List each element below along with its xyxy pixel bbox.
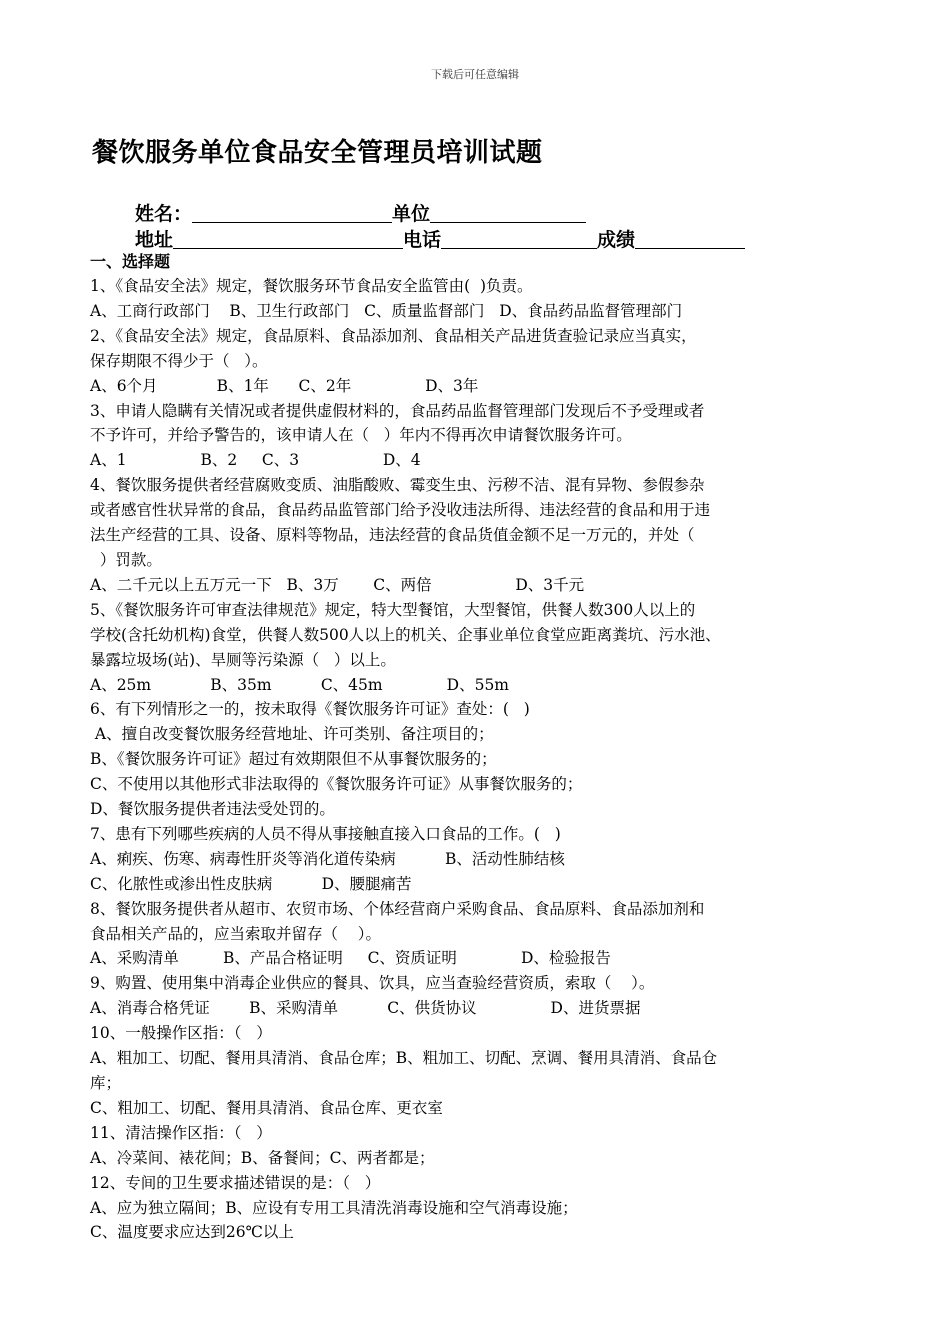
name-blank [192,203,392,223]
name-label: 姓名： [135,203,193,225]
text-line: 1、《食品安全法》规定，餐饮服务环节食品安全监管由( )负责。 [90,277,533,295]
address-blank [173,229,403,249]
phone-label: 电话 [403,229,442,251]
text-line: C、不使用以其他形式非法取得的《餐饮服务许可证》从事餐饮服务的； [90,775,583,794]
text-line: 7、患有下列哪些疾病的人员不得从事接触直接入口食品的工作。( ) [90,824,561,843]
unit-label: 单位 [392,203,431,225]
text-line: A、应为独立隔间；B、应设有专用工具清洗消毒设施和空气消毒设施； [90,1198,578,1217]
text-line: A、6个月 B、1年 C、2年 D、3年 [90,376,479,395]
text-line: C、粗加工、切配、餐用具清消、食品仓库、更衣室 [90,1098,443,1117]
info-row-name-unit [135,199,586,226]
info-row-address-phone-score [135,225,745,252]
text-line: A、工商行政部门 B、卫生行政部门 C、质量监督部门 D、食品药品监督管理部门 [90,301,683,320]
text-line: C、化脓性或渗出性皮肤病 D、腰腿痛苦 [90,874,412,893]
text-line: 库； [90,1074,122,1092]
header-note: 下载后可任意编辑 [431,68,519,81]
text-line: 8、餐饮服务提供者从超市、农贸市场、个体经营商户采购食品、食品原料、食品添加剂和 [90,899,705,918]
question-lines [90,274,880,1245]
text-line: 4、餐饮服务提供者经营腐败变质、油脂酸败、霉变生虫、污秽不洁、混有异物、参假参杂 [90,476,705,495]
text-line: 法生产经营的工具、设备、原料等物品，违法经营的食品货值金额不足一万元的，并处（ [90,526,695,545]
text-line: A、擅自改变餐饮服务经营地址、许可类别、备注项目的； [90,725,494,744]
text-line: 暴露垃圾场(站)、旱厕等污染源（ ）以上。 [90,650,396,669]
text-line: 5、《餐饮服务许可审查法律规范》规定，特大型餐馆，大型餐馆，供餐人数300人以上的 [90,600,696,619]
text-line: ）罚款。 [90,550,162,569]
text-line: A、冷菜间、裱花间；B、备餐间；C、两者都是； [90,1148,435,1167]
unit-blank [430,203,586,223]
text-line: 9、购置、使用集中消毒企业供应的餐具、饮具，应当查验经营资质，索取（ ）。 [90,974,655,993]
text-line: A、二千元以上五万元一下 B、3万 C、两倍 D、3千元 [90,575,585,594]
text-line: A、25m B、35m C、45m D、55m [90,675,509,694]
section-title: 一、选择题 [90,252,171,271]
text-line: A、痢疾、伤寒、病毒性肝炎等消化道传染病 B、活动性肺结核 [90,849,565,868]
score-blank [635,229,745,249]
text-line: 3、申请人隐瞒有关情况或者提供虚假材料的，食品药品监督管理部门发现后不予受理或者 [90,401,705,420]
text-line: 不予许可，并给予警告的，该申请人在（ ）年内不得再次申请餐饮服务许可。 [90,426,632,445]
text-line: A、粗加工、切配、餐用具清消、食品仓库；B、粗加工、切配、烹调、餐用具清消、食品仓 [90,1049,718,1068]
text-line: 学校(含托幼机构)食堂，供餐人数500人以上的机关、企事业单位食堂应距离粪坑、污水池、 [90,625,721,644]
address-label: 地址 [135,229,174,251]
phone-blank [441,229,597,249]
text-line: C、温度要求应达到26℃以上 [90,1223,294,1242]
exam-content [90,250,880,1245]
page-title: 餐饮服务单位食品安全管理员培训试题 [92,138,543,168]
text-line: 12、专间的卫生要求描述错误的是：（ ） [90,1173,381,1192]
text-line: A、1 B、2 C、3 D、4 [90,451,421,470]
score-label: 成绩 [597,229,636,251]
text-line: 11、清洁操作区指：（ ） [90,1123,272,1142]
text-line: B、《餐饮服务许可证》超过有效期限但不从事餐饮服务的； [90,750,497,769]
text-line: 或者感官性状异常的食品，食品药品监管部门给予没收违法所得、违法经营的食品和用于违 [90,501,711,520]
text-line: D、餐饮服务提供者违法受处罚的。 [90,800,335,819]
text-line: A、采购清单 B、产品合格证明 C、资质证明 D、检验报告 [90,949,611,968]
text-line: 10、一般操作区指：（ ） [90,1024,272,1043]
text-line: 保存期限不得少于（ ）。 [90,351,268,370]
text-line: 2、《食品安全法》规定，食品原料、食品添加剂、食品相关产品进货查验记录应当真实， [90,326,697,345]
text-line: 6、有下列情形之一的，按未取得《餐饮服务许可证》查处：( ) [90,700,530,719]
text-line: 食品相关产品的，应当索取并留存（ ）。 [90,924,381,943]
text-line: A、消毒合格凭证 B、采购清单 C、供货协议 D、进货票据 [90,999,641,1018]
